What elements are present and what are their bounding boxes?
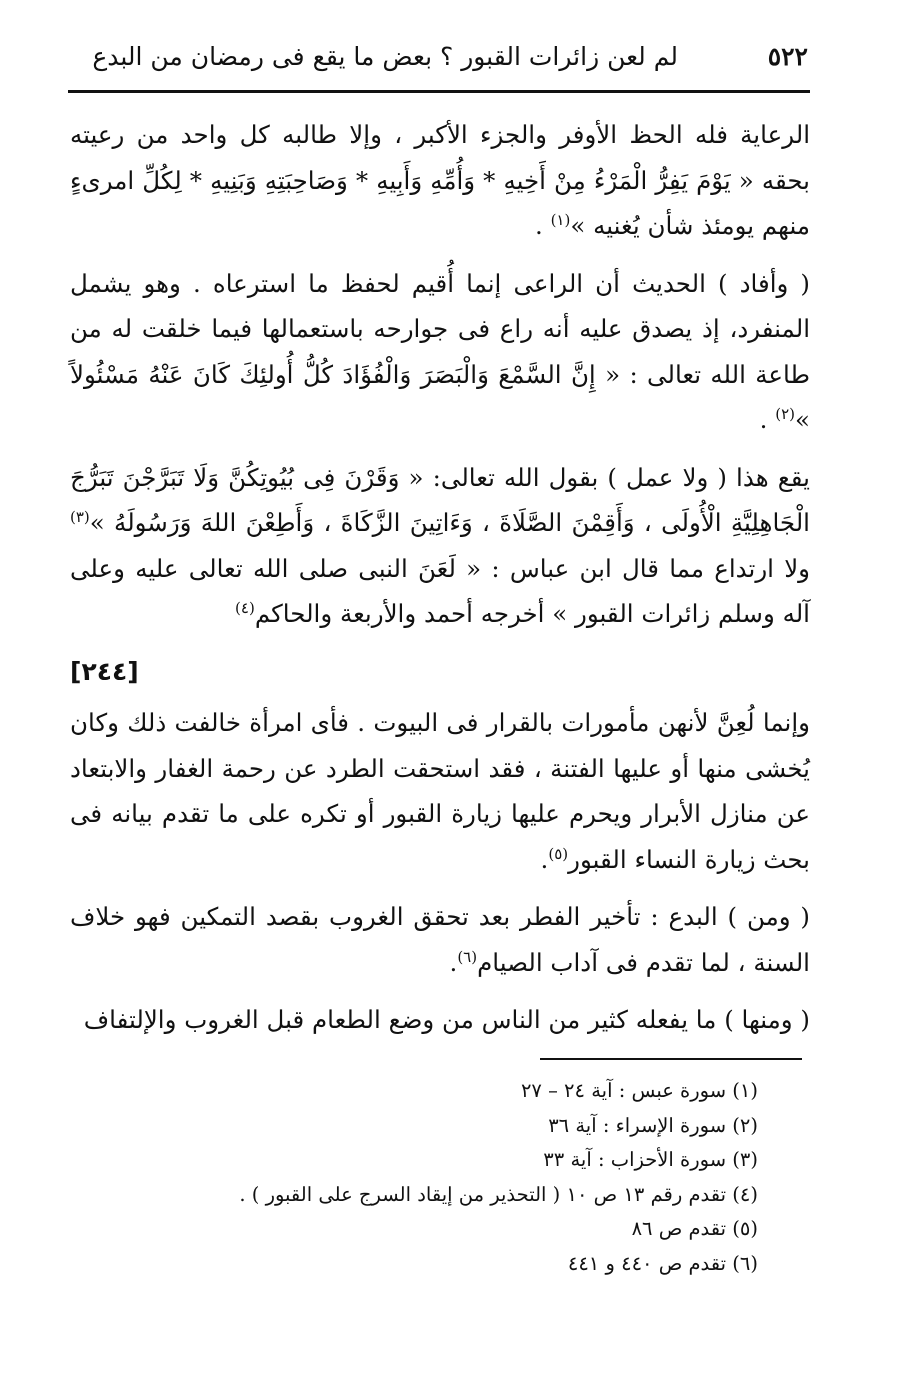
footnote-ref-1: (١) [550, 210, 571, 229]
paragraph-5: ( ومن ) البدع : تأخير الفطر بعد تحقق الغروب بقصد التمكين فهو خلاف السنة ، لما تقدم فى آداب الصيام$^{(٦)}$. [70, 902, 810, 977]
footnotes-list [138, 1074, 758, 1281]
footnote-ref-3: (٣) [70, 507, 90, 526]
footnote-3: (٣) سورة الأحزاب : آية ٣٣ [543, 1148, 758, 1171]
paragraph-2: ( وأفاد ) الحديث أن الراعى إنما أُقيم لحفظ ما استرعاه . وهو يشمل المنفرد، إذ يصدق عليه أنه راع فى جوارحه باستعمالها فيما خلقت له من طاعة الله تعالى : « إِنَّ السَّمْعَ وَالْبَصَرَ وَالْفُؤَادَ كُلُّ أُولئِكَ كَانَ عَنْهُ مَسْئُولاً »$^{(٢)}$ . [70, 268, 810, 434]
page-header [68, 38, 808, 86]
paragraph-3: يقع هذا ( ولا عمل ) بقول الله تعالى: « وَقَرْنَ فِى بُيُوتِكُنَّ وَلَا تَبَرَّجْنَ تَبَرُّجَ الْجَاهِلِيَّةِ الْأُولَى ، وَأَقِمْنَ الصَّلَاةَ ، وَءَاتِينَ الزَّكَاةَ ، وَأَطِعْنَ اللهَ وَرَسُولَهُ »$^{(٣)}$ ولا ارتداع مما قال ابن عباس : « لَعَنَ النبى صلى الله تعالى عليه وعلى آله وسلم زائرات القبور » أخرجه أحمد والأربعة والحاكم$^{(٤)}$ [70, 462, 810, 628]
footnote-ref-5: (٥) [548, 844, 569, 863]
header-divider [68, 90, 810, 93]
footnote-divider [540, 1058, 802, 1060]
footnote-4: (٤) تقدم رقم ١٣ ص ١٠ ( التحذير من إيقاد السرج على القبور ) . [239, 1182, 758, 1206]
footnote-ref-6: (٦) [457, 947, 478, 966]
paragraph-4: وإنما لُعِنَّ لأنهن مأمورات بالقرار فى البيوت . فأى امرأة خالفت ذلك وكان يُخشى منها أو عليها الفتنة ، فقد استحقت الطرد عن رحمة الغفار والابتعاد عن منازل الأبرار ويحرم عليها زيارة القبور أو تكره على ما تقدم بيانه فى بحث زيارة النساء القبور$^{(٥)}$. [70, 708, 810, 874]
footnote-ref-4: (٤) [235, 598, 255, 617]
main-text [70, 112, 810, 1055]
running-title: لم لعن زائرات القبور ؟ بعض ما يقع فى رمضان من البدع [92, 42, 678, 71]
footnote-1: (١) سورة عبس : آية ٢٤ – ٢٧ [520, 1079, 758, 1102]
paragraph-6: ( ومنها ) ما يفعله كثير من الناس من وضع الطعام قبل الغروب والإلتفاف [83, 1005, 810, 1034]
footnote-6: (٦) تقدم ص ٤٤٠ و ٤٤١ [567, 1251, 758, 1275]
paragraph-1: الرعاية فله الحظ الأوفر والجزء الأكبر ، وإلا طالبه كل واحد من رعيته بحقه « يَوْمَ يَفِرُّ الْمَرْءُ مِنْ أَخِيهِ * وَأُمِّهِ وَأَبِيهِ * وَصَاحِبَتِهِ وَبَنِيهِ * لِكُلِّ امرىءٍ منهم يومئذ شأن يُغنيه »$^{(١)}$ . [70, 120, 810, 240]
footnote-2: (٢) سورة الإسراء : آية ٣٦ [548, 1113, 758, 1137]
footnote-ref-2: (٢) [775, 404, 795, 423]
page-number: ٥٢٢ [767, 42, 808, 71]
footnote-5: (٥) تقدم ص ٨٦ [631, 1217, 758, 1240]
section-number-marker: [٢٤٤] [70, 656, 139, 686]
